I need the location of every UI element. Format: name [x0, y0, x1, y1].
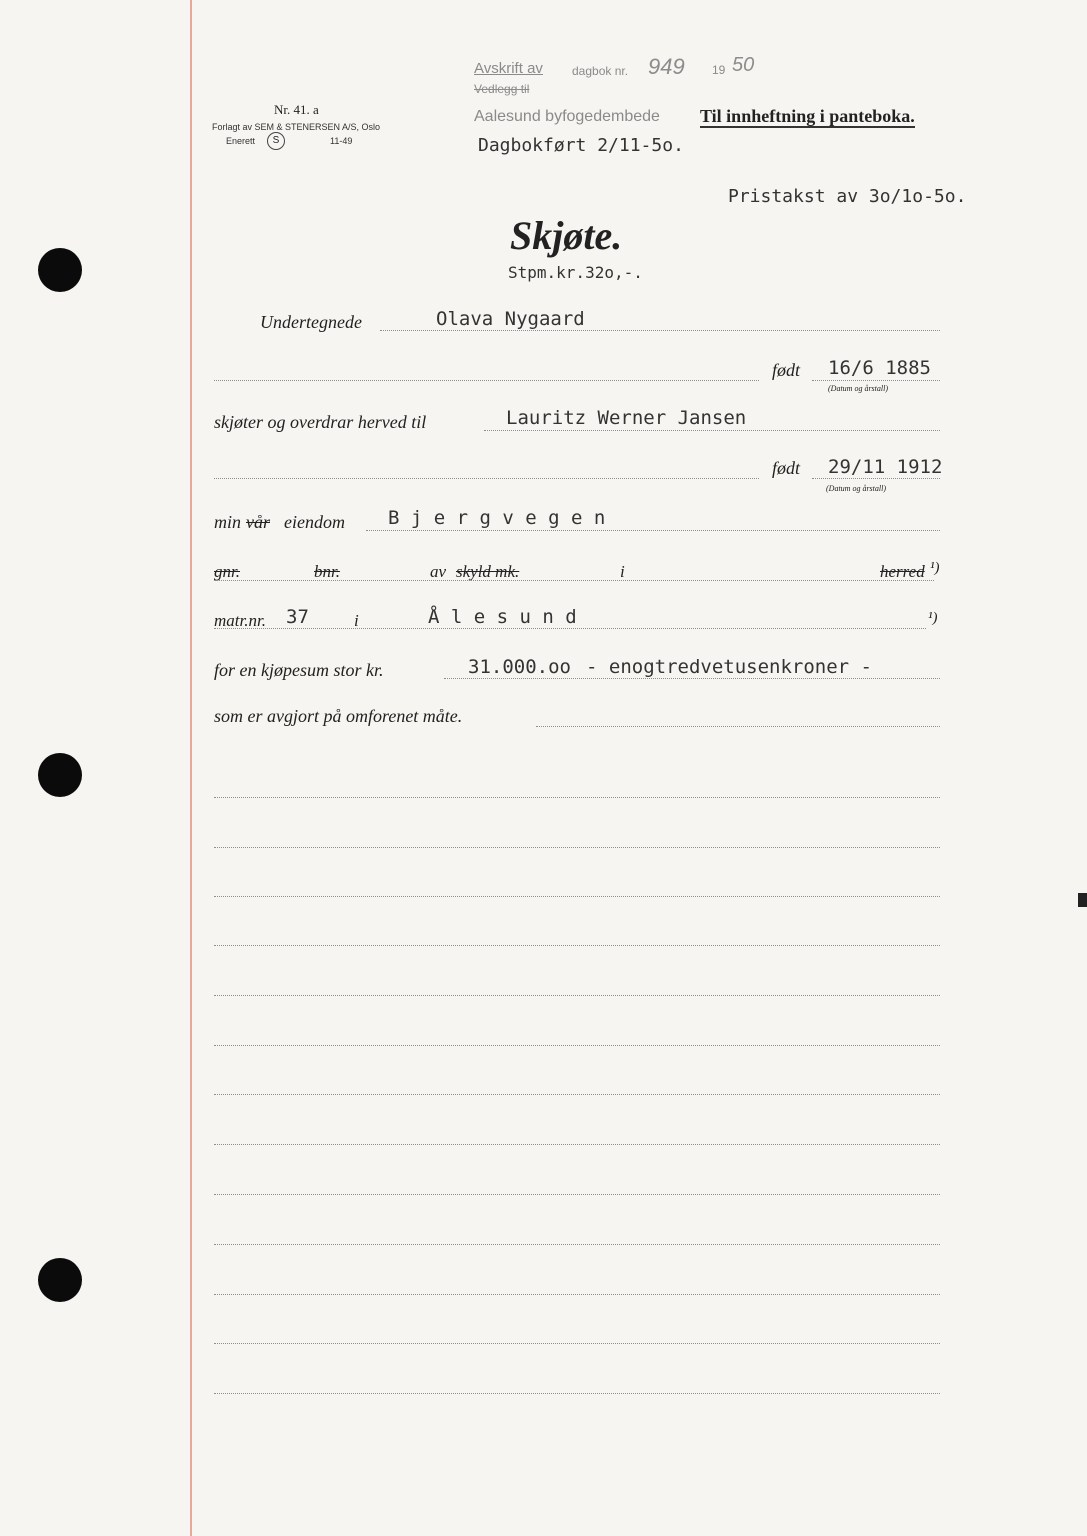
property-struck: vår: [246, 512, 270, 532]
seller-born-label: født: [772, 360, 801, 380]
tax-struck: skyld mk.: [456, 562, 520, 581]
blank-line: [214, 797, 940, 798]
blank-line: [214, 1393, 940, 1394]
seller-name: Olava Nygaard: [436, 308, 585, 330]
property-suffix: eiendom: [284, 512, 345, 532]
matr-number: 37: [286, 606, 309, 628]
blank-line: [214, 847, 940, 848]
buyer-date-line: [812, 478, 940, 479]
settled-text: som er avgjort på omforenet måte.: [214, 706, 463, 726]
blank-line: [214, 995, 940, 996]
valuation: Pristakst av 3o/1o-5o.: [728, 186, 967, 207]
herred-struck: herred: [880, 562, 925, 581]
transfer-label: skjøter og overdrar herved til: [214, 412, 427, 432]
form-number: Nr. 41. a: [274, 102, 319, 117]
municipality: Å l e s u n d: [428, 606, 577, 628]
journal-number: 949: [648, 54, 685, 79]
seller-born-line: [214, 380, 759, 381]
form-publisher: Forlagt av SEM & STENERSEN A/S, Oslo: [212, 122, 381, 132]
buyer-line: [484, 430, 940, 431]
punch-hole: [38, 248, 82, 292]
form-rights: Enerett: [226, 136, 256, 146]
blank-line: [214, 1244, 940, 1245]
seller-line: [380, 330, 940, 331]
edge-mark: [1078, 893, 1087, 907]
amount: 31.000.oo: [468, 656, 571, 678]
amount-words: - enogtredvetusenkroner -: [586, 656, 872, 678]
property-prefix: min: [214, 512, 241, 532]
seller-date-note: (Datum og årstall): [828, 384, 888, 393]
document-title: Skjøte.: [510, 213, 623, 258]
transcript-label: Avskrift av: [474, 60, 543, 77]
margin-rule: [190, 0, 192, 1536]
blank-line: [214, 1343, 940, 1344]
seller-born-date: 16/6 1885: [828, 357, 931, 379]
bnr-struck: bnr.: [314, 562, 340, 581]
form-edition: 11-49: [330, 136, 353, 146]
blank-line: [214, 945, 940, 946]
blank-line: [214, 1094, 940, 1095]
buyer-born-date: 29/11 1912: [828, 456, 943, 478]
blank-line: [214, 1294, 940, 1295]
buyer-name: Lauritz Werner Jansen: [506, 407, 747, 429]
binding-note: Til innheftning i panteboka.: [700, 106, 915, 126]
journal-year: 50: [732, 54, 755, 76]
journal-year-prefix: 19: [712, 63, 726, 77]
footnote-mark: ¹): [930, 560, 940, 576]
settled-line: [536, 726, 940, 727]
appendix-label: Vedlegg til: [474, 82, 530, 96]
matr-label: matr.nr.: [214, 611, 266, 630]
blank-line: [214, 1045, 940, 1046]
punch-hole: [38, 1258, 82, 1302]
property-line: [366, 530, 940, 531]
gnr-line: [214, 580, 934, 581]
stamp-duty: Stpm.kr.32o,-.: [508, 263, 643, 282]
blank-line: [214, 1144, 940, 1145]
amount-line: [444, 678, 940, 679]
sum-label: for en kjøpesum stor kr.: [214, 660, 384, 680]
buyer-date-note: (Datum og årstall): [826, 484, 886, 493]
in-label: i: [620, 562, 625, 581]
buyer-born-label: født: [772, 458, 801, 478]
blank-line: [214, 896, 940, 897]
tax-label: av: [430, 562, 447, 581]
journal-date: Dagbokført 2/11-5o.: [478, 135, 684, 156]
property-name: B j e r g v e g e n: [388, 507, 606, 529]
gnr-struck: gnr.: [214, 562, 240, 581]
footnote-mark-2: ¹): [928, 610, 938, 626]
seller-date-line: [812, 380, 940, 381]
punch-hole: [38, 753, 82, 797]
publisher-logo-icon: S: [267, 132, 285, 150]
undersigned-label: Undertegnede: [260, 312, 362, 332]
office-stamp: Aalesund byfogedembede: [474, 108, 660, 125]
matr-line: [214, 628, 926, 629]
blank-line: [214, 1194, 940, 1195]
matr-in-label: i: [354, 611, 359, 630]
buyer-born-line: [214, 478, 759, 479]
journal-label: dagbok nr.: [572, 64, 629, 78]
